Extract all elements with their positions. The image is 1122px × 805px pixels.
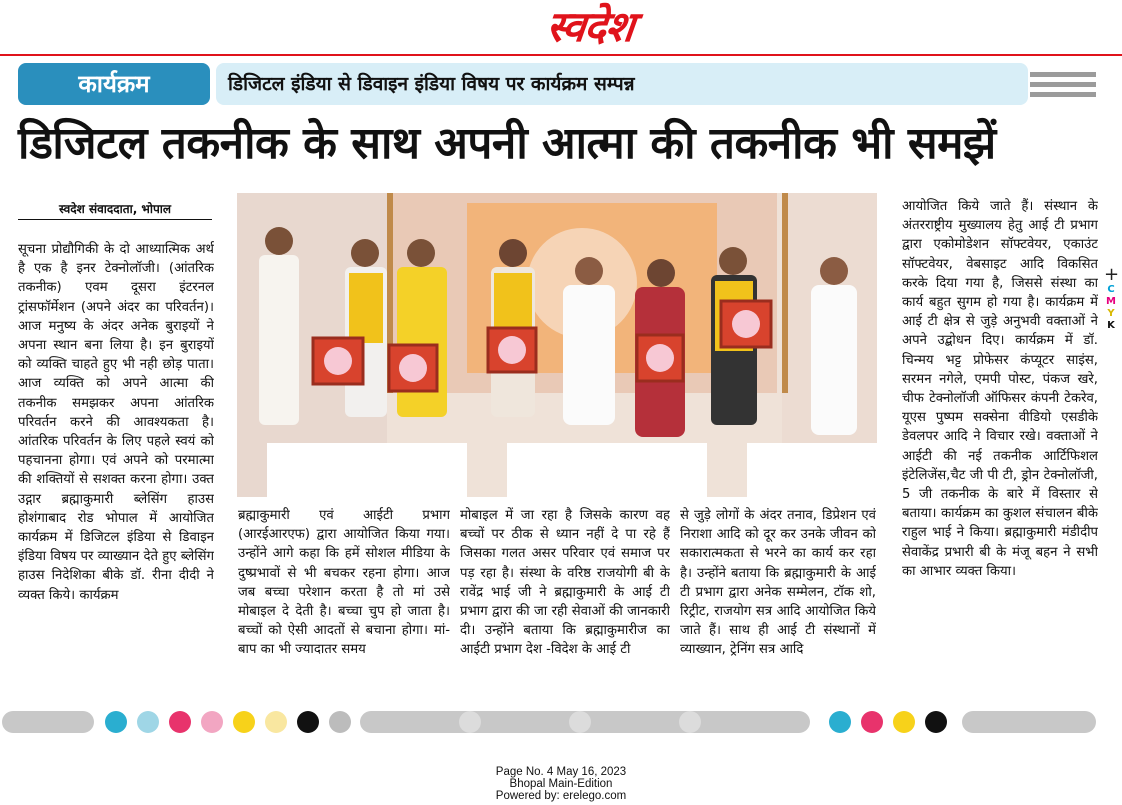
article-column-4: से जुड़े लोगों के अंदर तनाव, डिप्रेशन एवं निराशा आदि को दूर कर उनके जीवन को सकारात्मकता से भरने का कार्य कर रहा है। उन्होंने बताया कि ब्रह्माकुमारी के आई टी प्रभाग द्वारा अनेक सम्मेलन, टॉक शो, रिट्रीट, राजयोग सत्र आदि आयोजित किये जाते हैं। साथ ही आई टी संस्थानों में व्याख्यान, ट्रेनिंग सत्र आदि bbox=[680, 508, 876, 658]
event-photo bbox=[237, 193, 877, 497]
color-calibration-bar bbox=[0, 708, 1122, 736]
newspaper-logo: स्वदेश bbox=[544, 2, 636, 51]
headline: डिजिटल तकनीक के साथ अपनी आत्मा की तकनीक भी समझें bbox=[18, 118, 996, 169]
article-column-3: मोबाइल में जा रहा है जिसके कारण वह बच्चों पर ठीक से ध्यान नहीं दे पा रहे हैं जिसका गलत असर परिवार एवं समाज पर पड़ रहा है। संस्था के वरिष्ठ राजयोगी बी के रावेंद्र भाई जी ने ब्रह्माकुमारी के आई टी प्रभाग द्वारा की जा रही सेवाओं की जानकारी दी। उन्होंने बताया कि ब्रह्माकुमारीज का आईटी प्रभाग देश -विदेश के आई टी bbox=[460, 508, 670, 658]
byline: स्वदेश संवाददाता, भोपाल bbox=[18, 200, 212, 220]
cmyk-letter-y: Y bbox=[1107, 308, 1115, 319]
page-number-date: Page No. 4 May 16, 2023 bbox=[495, 766, 627, 778]
article-column-5: आयोजित किये जाते हैं। संस्थान के अंतरराष्ट्रीय मुख्यालय हेतु आई टी प्रभाग द्वारा एकोमोडेशन सॉफ्टवेयर, एकाउंट सॉफ्टवेयर, वेबसाइट आदि विकसित करके दिया गया है, जिससे संस्था का कार्य बहुत सुगम हो गया है। कार्यक्रम में आई टी क्षेत्र से जुड़े अनुभवी वक्ताओं ने अपने उद्बोधन दिए। कार्यक्रम में डॉ. चिन्मय भट्ट प्रोफेसर कंप्यूटर साइंस, सरमन नगेले, एमपी पोस्ट, पंकज खरे, चीफ टेक्नोलॉजी ऑफिसर कंपनी टेकरेव, यूएस पुष्पम सक्सेना वीडियो एसडीके डेवलपर आदि ने विचार रखे। वक्ताओं ने आईटी की नई तकनीक आर्टिफिशल इंटेलिजेंस,चैट जी पी टी, ड्रोन टेक्नोलॉजी, 5 जी तकनीक के बारे में विस्तार से बताया। कार्यक्रम का कुशल संचालन बीके राहुल भाई ने किया। ब्रह्माकुमारी मंडीदीप सेवाकेंद्र प्रभारी बी के मंजू बहन ने सभी का आभार व्यक्त किया। bbox=[902, 199, 1098, 579]
menu-lines-icon bbox=[1030, 72, 1096, 102]
cmyk-marks bbox=[1104, 266, 1118, 332]
page-footer bbox=[0, 766, 1122, 802]
article-column-2: ब्रह्माकुमारी एवं आईटी प्रभाग (आरईआरएफ) द्वारा आयोजित किया गया। उन्होंने आगे कहा कि हमें सोशल मीडिया के दुष्प्रभावों से भी बचकर रहना होगा। आज जब बच्चा परेशान करता है तो मां उसे मोबाइल दे देती है। बच्चा चुप हो जाता है। बच्चों को ऐसी आदतों से बचाना होगा। मां-बाप का भी ज्यादातर समय bbox=[238, 508, 450, 658]
cmyk-letter-k: K bbox=[1107, 320, 1115, 331]
article-column-1: सूचना प्रोद्यौगिकी के दो आध्यात्मिक अर्थ है एक है इनर टेक्नोलॉजी। (आंतरिक तकनीक) एवम दूसरा इंटरनल ट्रांसफॉर्मेशन (अपने अंदर का परिवर्तन)। आज मनुष्य के अंदर अनेक बुराइयों ने अपना स्थान बना लिया है। इन बुराइयों को व्यक्ति चाहते हुए भी नही छोड़ पाता। आज व्यक्ति को अपने आत्मा की तकनीक समझकर अपना आंतरिक परिवर्तन करने की आवश्यकता है। आंतरिक परिवर्तन के लिए पहले स्वयं को पहचानना होगा। एवं अपने को परमात्मा की शक्तियों से सशक्त करना होगा। उक्त उद्गार ब्रह्माकुमारी ब्लेसिंग हाउस होशंगाबाद रोड भोपाल में आयोजित कार्यक्रम में डिजिटल इंडिया से डिवाइन इंडिया विषय पर व्याख्यान देते हुए ब्लेसिंग हाउस निदेशिका बीके डॉ. रीना दीदी ने व्यक्त किये। कार्यक्रम bbox=[18, 242, 214, 603]
masthead-rule bbox=[0, 54, 1122, 56]
cmyk-letter-m: M bbox=[1106, 296, 1116, 307]
edition-name: Bhopal Main-Edition bbox=[509, 778, 613, 790]
kicker-text: डिजिटल इंडिया से डिवाइन इंडिया विषय पर कार्यक्रम सम्पन्न bbox=[228, 73, 635, 95]
kicker-bar bbox=[216, 63, 1028, 105]
section-tag: कार्यक्रम bbox=[18, 63, 210, 105]
powered-by: Powered by: erelego.com bbox=[495, 790, 627, 802]
registration-cross-icon: + bbox=[1104, 264, 1120, 285]
cmyk-letter-c: C bbox=[1107, 284, 1115, 295]
masthead bbox=[0, 0, 1122, 56]
